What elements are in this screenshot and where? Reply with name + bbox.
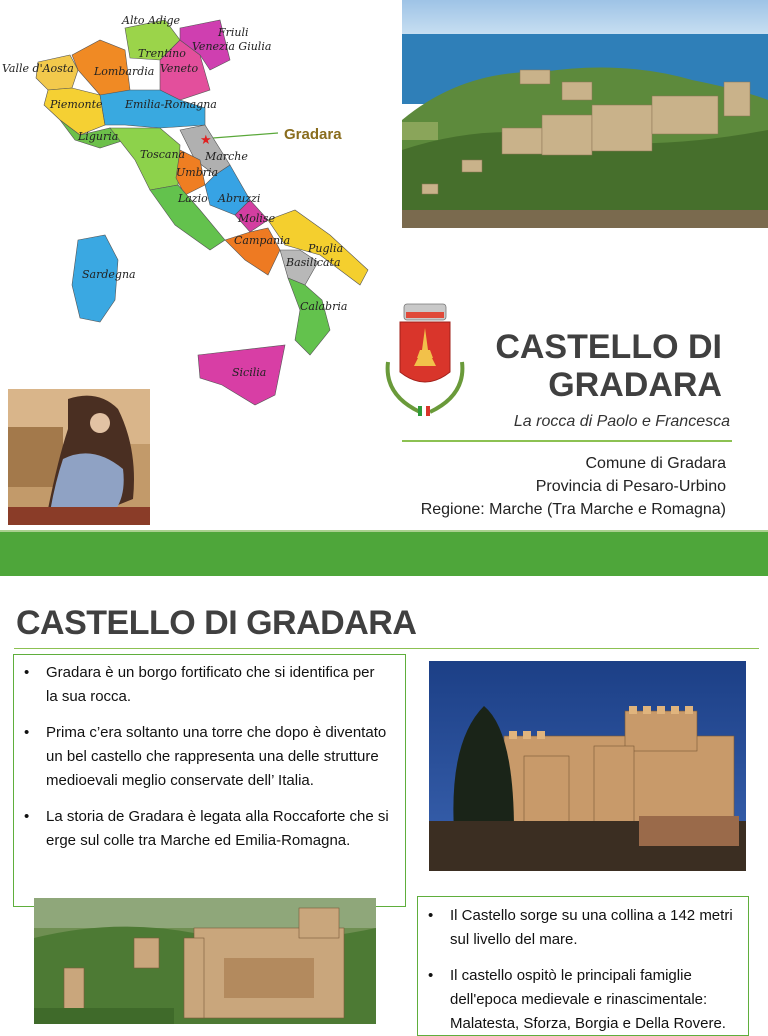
bullet-item: • Il Castello sorge su una collina a 142 metri sul livello del mare. (418, 904, 742, 952)
slide-separator-band (0, 532, 768, 576)
map-label-calabria: Calabria (300, 300, 348, 313)
map-label-alto-adige: Alto Adige (122, 14, 181, 27)
slide-title-line1: CASTELLO DI (495, 328, 722, 366)
slide-title-line2: GRADARA (548, 366, 722, 404)
map-region-piemonte (44, 88, 105, 135)
slide-subtitle: La rocca di Paolo e Francesca (513, 413, 730, 430)
bullet-item: • Il castello ospitò le principali famiglie dell'epoca medievale e rinascimentale: Malatesta, Sforza, Borgia e Della Rovere. (418, 964, 742, 1036)
paolo-francesca-painting (8, 389, 150, 525)
map-label-emilia: Emilia-Romagna (125, 98, 217, 111)
text-box-intro (13, 654, 406, 907)
slide-title (495, 328, 722, 404)
map-label-venezia-giulia: Venezia Giulia (192, 40, 272, 53)
text-box-facts (417, 896, 749, 1036)
map-label-trentino: Trentino (138, 47, 186, 60)
gradara-pointer-line (213, 133, 278, 138)
castle-night-photo (429, 661, 746, 871)
map-label-umbria: Umbria (176, 166, 219, 179)
map-label-puglia: Puglia (308, 242, 344, 255)
gradara-map-label: Gradara (284, 126, 342, 143)
map-label-abruzzi: Abruzzi (218, 192, 261, 205)
castle-aerial-photo (34, 898, 376, 1024)
info-regione: Regione: Marche (Tra Marche e Romagna) (420, 501, 726, 518)
map-region-calabria (288, 278, 330, 355)
map-label-molise: Molise (238, 212, 276, 225)
bullet-item: • Prima c’era soltanto una torre che dopo è diventato un bel castello che rappresenta una delle strutture medioevali meglio conservate dell’ Italia. (14, 721, 389, 793)
info-provincia: Provincia di Pesaro-Urbino (535, 478, 726, 495)
italy-regions-map (0, 0, 395, 412)
map-label-basilicata: Basilicata (286, 256, 341, 269)
info-comune: Comune di Gradara (585, 455, 726, 472)
gradara-marker-icon: ★ (200, 132, 212, 147)
map-label-valle-aosta: Valle d'Aosta (2, 62, 74, 75)
content-title-divider (14, 648, 759, 649)
content-slide-title: CASTELLO DI GRADARA (16, 604, 417, 642)
map-label-lazio: Lazio (178, 192, 208, 205)
map-label-toscana: Toscana (140, 148, 186, 161)
map-label-campania: Campania (234, 234, 291, 247)
subtitle-divider (402, 440, 732, 442)
bullet-item: • Gradara è un borgo fortificato che si identifica per la sua rocca. (14, 661, 389, 709)
map-label-lombardia: Lombardia (94, 65, 155, 78)
map-label-friuli: Friuli (218, 26, 249, 39)
map-label-marche: Marche (205, 150, 248, 163)
gradara-coast-photo (402, 0, 768, 228)
location-info (421, 452, 726, 521)
gradara-coat-of-arms-icon (380, 300, 470, 428)
bullet-item: • La storia de Gradara è legata alla Roccaforte che si erge sul colle tra Marche ed Emilia-Romagna. (14, 805, 389, 853)
map-label-sardegna: Sardegna (82, 268, 136, 281)
map-label-veneto: Veneto (160, 62, 199, 75)
map-label-sicilia: Sicilia (232, 366, 267, 379)
map-label-piemonte: Piemonte (50, 98, 103, 111)
map-label-liguria: Liguria (78, 130, 119, 143)
